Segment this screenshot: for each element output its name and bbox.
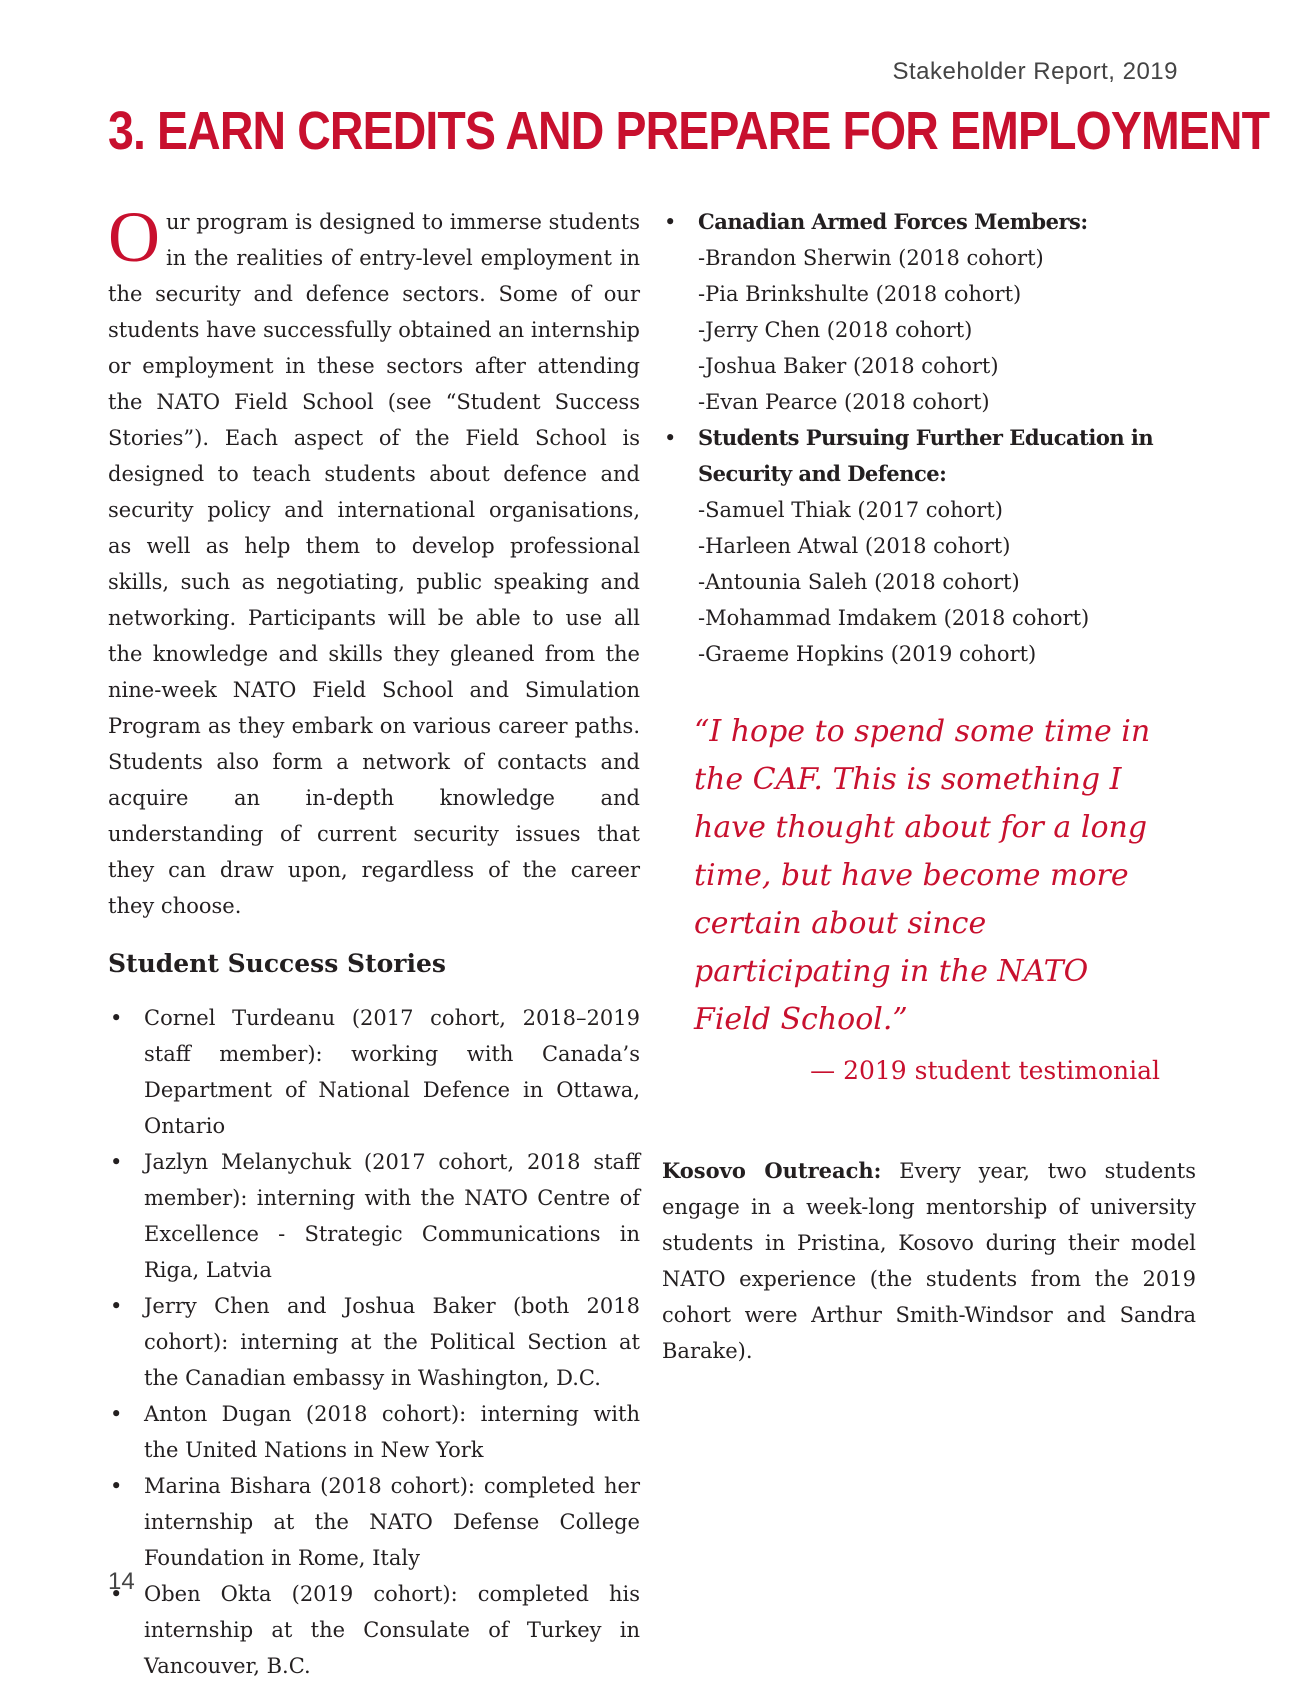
list-item: -Samuel Thiak (2017 cohort)	[698, 498, 1003, 522]
intro-text: ur program is designed to immerse students in the realities of entry-level employment in the security and defence sectors. Some of our students have successfully obtained an internship or employment in these sectors after attending the NATO Field School (see “Student Success Stories”). Each aspect of the Field School is designed to teach students about defence and security policy and international organisations, as well as help them to develop professional skills, such as negotiating, public speaking and networking. Participants will be able to use all the knowledge and skills they gleaned from the nine-week NATO Field School and Simulation Program as they embark on various career paths. Students also form a network of contacts and acquire an in-depth knowledge and understanding of current security issues that they can draw upon, regardless of the career they choose.	[108, 210, 640, 918]
kosovo-outreach-paragraph	[662, 1153, 1196, 1369]
caf-members-list	[662, 240, 1196, 420]
list-item: -Mohammad Imdakem (2018 cohort)	[698, 606, 1090, 630]
list-item: • Jazlyn Melanychuk (2017 cohort, 2018 staff member): interning with the NATO Centre of Excellence - Strategic Communications in Riga, Latvia	[108, 1144, 640, 1288]
caf-members-group	[662, 204, 1196, 240]
testimonial-quote: “I hope to spend some time in the CAF. This is something I have thought about for a long time, but have become more certain about since participating in the NATO Field School.”	[694, 714, 1151, 1037]
right-column	[662, 204, 1196, 1369]
list-item: -Evan Pearce (2018 cohort)	[698, 390, 990, 414]
list-item: • Oben Okta (2019 cohort): completed his internship at the Consulate of Turkey in Vancouver, B.C.	[108, 1576, 640, 1684]
kosovo-outreach-text: Every year, two students engage in a week-long mentorship of university students in Pristina, Kosovo during their model NATO experience (the students from the 2019 cohort were Arthur Smith-Windsor and Sandra Barake).	[662, 1159, 1197, 1363]
section-title: 3. EARN CREDITS AND PREPARE FOR EMPLOYMENT	[108, 101, 1270, 161]
caf-members-title: Canadian Armed Forces Members:	[698, 209, 1088, 234]
success-stories-heading: Student Success Stories	[108, 949, 446, 978]
list-item: -Harleen Atwal (2018 cohort)	[698, 534, 1011, 558]
drop-cap: O	[108, 197, 160, 277]
list-item: -Antounia Saleh (2018 cohort)	[698, 570, 1020, 594]
list-item: -Jerry Chen (2018 cohort)	[698, 318, 973, 342]
further-education-group	[662, 420, 1196, 492]
bullet-icon: •	[664, 210, 677, 234]
list-item: • Jerry Chen and Joshua Baker (both 2018 cohort): interning at the Political Section at the Canadian embassy in Washington, D.C.	[108, 1288, 640, 1396]
further-education-title: Students Pursuing Further Education in Security and Defence:	[698, 425, 1154, 486]
page-number: 14	[108, 1568, 135, 1595]
list-item: • Cornel Turdeanu (2017 cohort, 2018–2019 staff member): working with Canada’s Department of National Defence in Ottawa, Ontario	[108, 1000, 640, 1144]
bullet-icon: •	[664, 426, 677, 450]
list-item: • Anton Dugan (2018 cohort): interning with the United Nations in New York	[108, 1396, 640, 1468]
success-stories-list	[108, 1000, 640, 1684]
left-column	[108, 197, 640, 1684]
report-title: Stakeholder Report, 2019	[892, 58, 1178, 85]
testimonial-attribution: — 2019 student testimonial	[810, 1056, 1160, 1085]
kosovo-outreach-label: Kosovo Outreach:	[662, 1158, 882, 1183]
list-item: -Graeme Hopkins (2019 cohort)	[698, 642, 1037, 666]
list-item: -Brandon Sherwin (2018 cohort)	[698, 246, 1044, 270]
further-education-list	[662, 492, 1196, 672]
list-item: -Joshua Baker (2018 cohort)	[698, 354, 999, 378]
intro-paragraph	[108, 197, 640, 924]
list-item: • Marina Bishara (2018 cohort): completed her internship at the NATO Defense College Foundation in Rome, Italy	[108, 1468, 640, 1576]
list-item: -Pia Brinkshulte (2018 cohort)	[698, 282, 1022, 306]
